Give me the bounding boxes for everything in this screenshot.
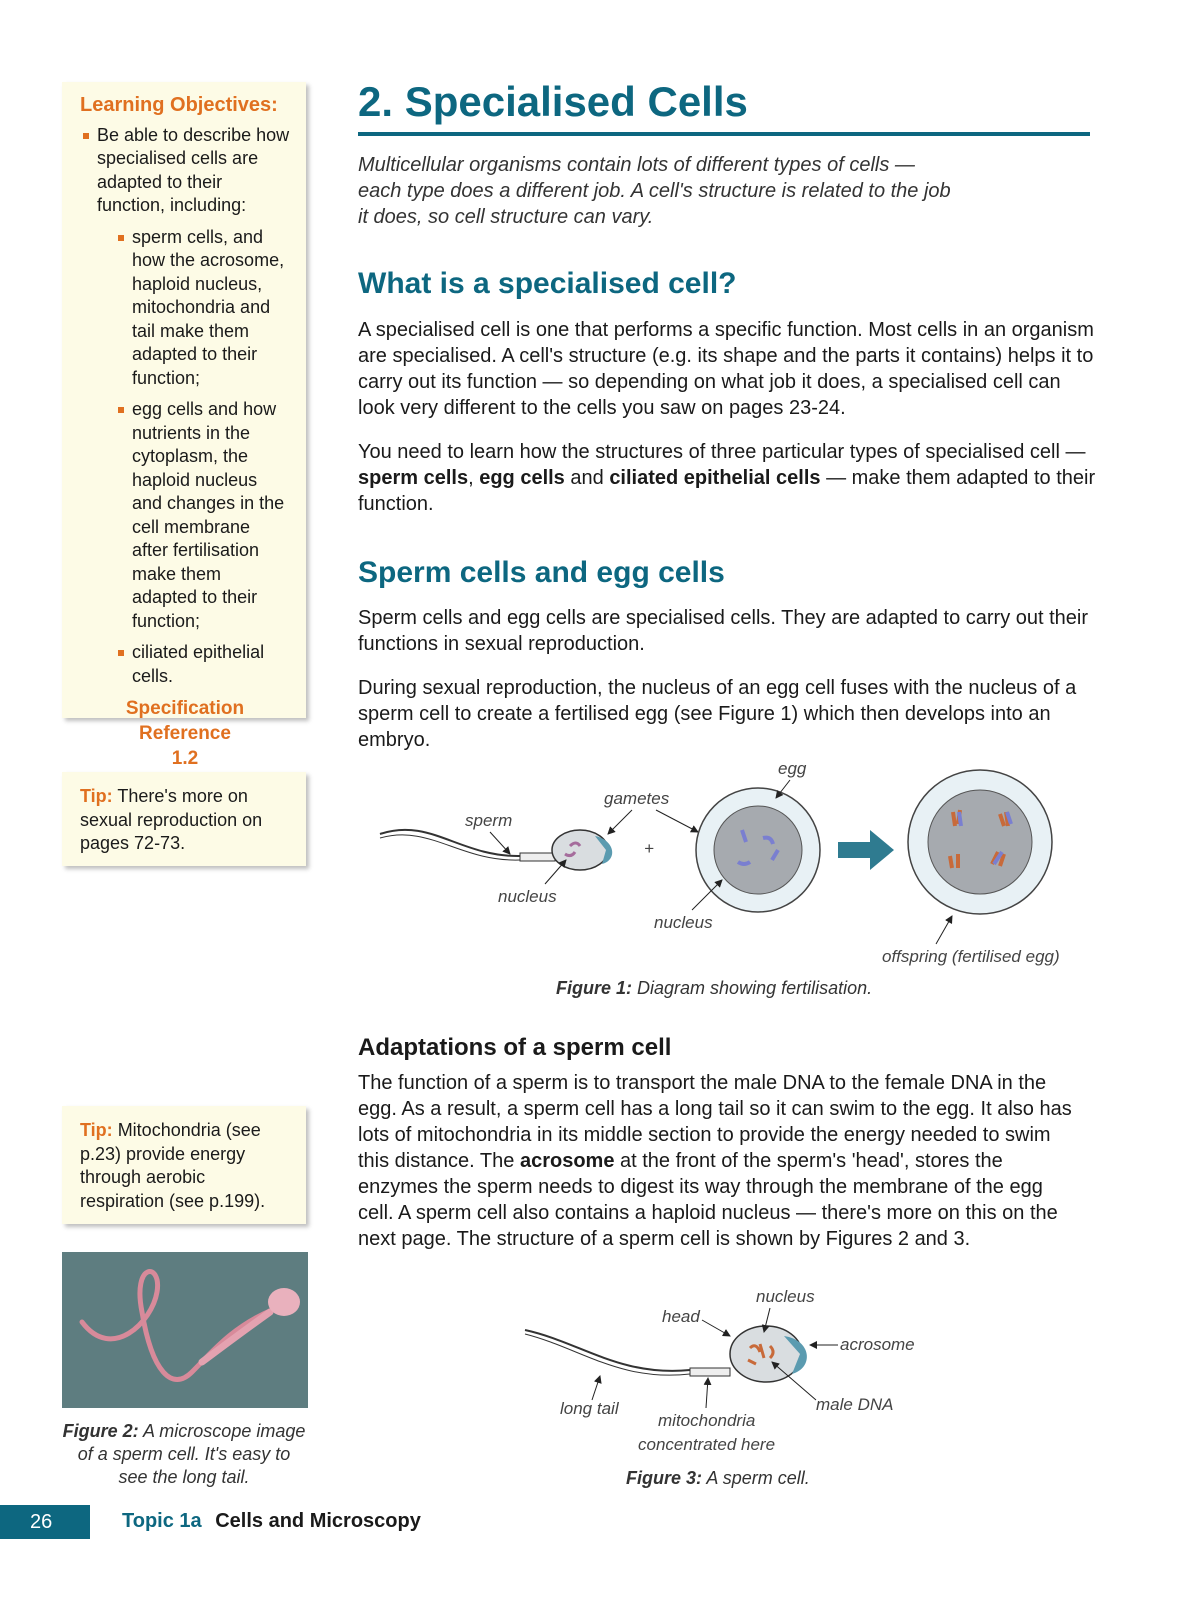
fertilised-egg-nucleus <box>928 790 1032 894</box>
sperm-head <box>552 830 608 870</box>
text-run: — make them adapted to their function. <box>358 467 1096 515</box>
sperm-tail <box>380 830 520 856</box>
fertilisation-arrow <box>838 830 894 870</box>
topic-title: Cells and Microscopy <box>215 1510 421 1532</box>
figure-3-caption <box>626 1468 810 1489</box>
footer-topic <box>122 1510 421 1533</box>
figure-3-label: Figure 3: <box>626 1468 703 1488</box>
label-nucleus-sperm: nucleus <box>498 887 557 906</box>
bold-term: acrosome <box>519 1150 615 1172</box>
label-acrosome: acrosome <box>840 1335 915 1354</box>
objective-subitem: egg cells and how nutrients in the cytoplasm, the haploid nucleus and changes in the cell membrane after fertilisation make them adapted to their function; <box>115 398 290 633</box>
label-head: head <box>662 1307 700 1326</box>
figure-2-label: Figure 2: <box>62 1421 139 1441</box>
tip-box <box>62 1106 306 1224</box>
figure-3-sperm-diagram <box>520 1282 940 1462</box>
label-egg: egg <box>778 759 807 778</box>
text-run: at the front of the sperm's 'head', stores the enzymes the sperm needs to digest its way through the membrane of the egg cell. A sperm cell also contains a haploid nucleus — there's more on this on the next page. The structure of a sperm cell is shown by Figures 2 and 3. <box>358 1150 1058 1250</box>
section-1-paragraph-2 <box>358 439 1098 517</box>
tip-label: Tip: <box>80 1120 113 1140</box>
label-mitochondria: mitochondria <box>658 1411 756 1430</box>
figure-1-text: Diagram showing fertilisation. <box>637 978 873 998</box>
plus-sign: + <box>644 839 654 858</box>
section-2-paragraph-2: During sexual reproduction, the nucleus of an egg cell fuses with the nucleus of a sperm cell to create a fertilised egg (see Figure 1) which then develops into an embryo. <box>358 677 1077 751</box>
specification-reference <box>80 696 290 771</box>
tip-label: Tip: <box>80 786 113 806</box>
sperm-mitochondria-section <box>690 1368 730 1376</box>
sperm-midpiece <box>520 853 555 861</box>
topic-label: Topic 1a <box>122 1510 202 1532</box>
title-rule <box>358 132 1090 136</box>
objective-subitem: sperm cells, and how the acrosome, haploid nucleus, mitochondria and tail make them adapted to their function; <box>115 226 290 391</box>
sperm-microscope-image <box>62 1252 308 1408</box>
figure-2-text: A microscope image of a sperm cell. It's easy to see the long tail. <box>77 1421 306 1487</box>
sperm-long-tail <box>525 1330 690 1371</box>
egg-nucleus <box>714 806 802 894</box>
bold-term: egg cells <box>479 467 565 489</box>
label-sperm: sperm <box>465 811 513 830</box>
text-run: and <box>570 467 604 489</box>
spec-label: Specification Reference <box>125 698 245 744</box>
section-heading: Sperm cells and egg cells <box>358 556 725 589</box>
text-run: The function of a sperm is to transport the male DNA to the female DNA in the egg. As a result, a sperm cell has a long tail so it can swim to the egg. It also has lots of mitochondria in its middle section to provide the energy needed to swim this distance. The <box>358 1072 1072 1172</box>
figure-1-fertilisation-diagram <box>370 752 1090 977</box>
spec-number: 1.2 <box>171 748 199 769</box>
page-number: 26 <box>0 1505 90 1539</box>
bold-term: ciliated epithelial cells <box>609 467 821 489</box>
subsection-heading: Adaptations of a sperm cell <box>358 1034 672 1061</box>
tip-text: There's more on sexual reproduction on pages 72-73. <box>80 786 263 853</box>
intro-paragraph: Multicellular organisms contain lots of different types of cells — each type does a different job. A cell's structure is related to the job it does, so cell structure can vary. <box>358 154 951 228</box>
objective-subitem: ciliated epithelial cells. <box>115 641 290 688</box>
objective-intro: Be able to describe how specialised cells are adapted to their function, including: <box>97 124 290 215</box>
figure-1-label: Figure 1: <box>556 978 633 998</box>
label-gametes: gametes <box>604 789 670 808</box>
label-concentrated-here: concentrated here <box>638 1435 776 1454</box>
text-run: You need to learn how the structures of three particular types of specialised cell — <box>358 441 1086 463</box>
label-nucleus-egg: nucleus <box>654 913 713 932</box>
figure-3-text: A sperm cell. <box>706 1468 810 1488</box>
text-run: , <box>468 467 474 489</box>
learning-objectives-heading: Learning Objectives: <box>80 94 278 116</box>
label-offspring: offspring (fertilised egg) <box>882 947 1060 966</box>
tip-text: Mitochondria (see p.23) provide energy through aerobic respiration (see p.199). <box>80 1120 266 1211</box>
objective-item <box>80 124 290 689</box>
label-male-dna: male DNA <box>816 1395 894 1414</box>
section-2-paragraph-1: Sperm cells and egg cells are specialised cells. They are adapted to carry out their functions in sexual reproduction. <box>358 607 1089 655</box>
sperm-head-3 <box>730 1326 802 1382</box>
section-heading: What is a specialised cell? <box>358 267 737 300</box>
figure-1-caption <box>556 978 872 999</box>
bold-term: sperm cells <box>358 467 469 489</box>
sperm-image-drawing <box>62 1252 308 1408</box>
figure-2-caption <box>62 1420 306 1489</box>
section-1-paragraph-1: A specialised cell is one that performs a specific function. Most cells in an organism are specialised. A cell's structure (e.g. its shape and the parts it contains) helps it to carry out its function — so depending on what job it does, a specialised cell can look very different to the cells you saw on pages 23-24. <box>358 319 1094 419</box>
tip-box <box>62 772 306 866</box>
page-title: 2. Specialised Cells <box>358 78 748 125</box>
section-3-paragraph <box>358 1070 1078 1252</box>
learning-objectives-box <box>62 82 306 769</box>
label-long-tail: long tail <box>560 1399 619 1418</box>
label-nucleus-3: nucleus <box>756 1287 815 1306</box>
